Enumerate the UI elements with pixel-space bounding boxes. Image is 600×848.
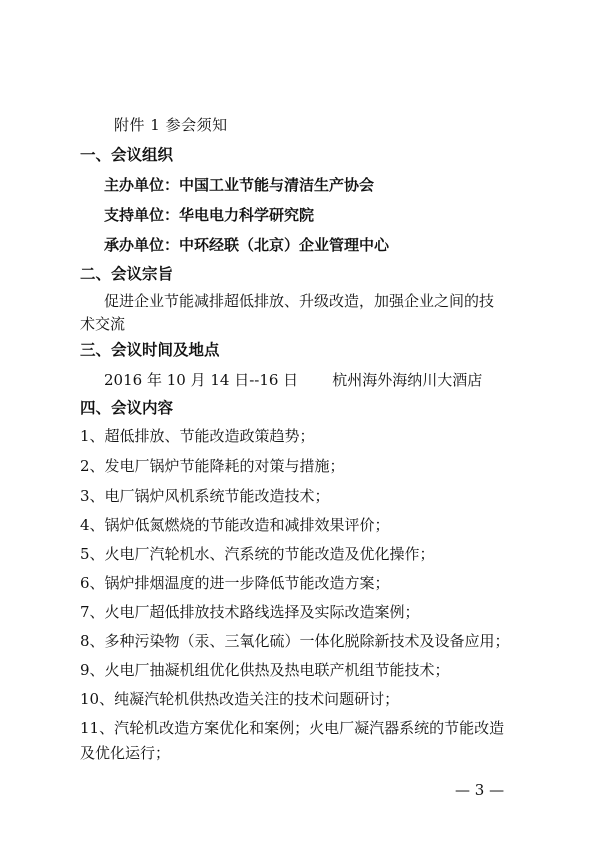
- content-item-3: 3、电厂锅炉风机系统节能改造技术；: [80, 487, 330, 505]
- content-item-10: 10、纯凝汽轮机供热改造关注的技术问题研讨；: [80, 690, 400, 708]
- section-heading-time-place: 三、会议时间及地点: [80, 341, 220, 359]
- organizer-line: 主办单位：中国工业节能与清洁生产协会: [104, 176, 375, 194]
- section-heading-content: 四、会议内容: [80, 399, 174, 417]
- content-item-1: 1、超低排放、节能改造政策趋势；: [80, 427, 315, 445]
- content-item-2: 2、发电厂锅炉节能降耗的对策与措施；: [80, 457, 345, 475]
- content-item-9: 9、火电厂抽凝机组优化供热及热电联产机组节能技术；: [80, 661, 450, 679]
- meeting-date: 2016 年 10 月 14 日--16 日: [104, 371, 299, 389]
- purpose-text-line-2: 术交流: [80, 315, 126, 333]
- content-item-8: 8、多种污染物（汞、三氧化硫）一体化脱除新技术及设备应用；: [80, 632, 510, 650]
- content-item-4: 4、锅炉低氮燃烧的节能改造和减排效果评价；: [80, 516, 390, 534]
- section-heading-purpose: 二、会议宗旨: [80, 265, 174, 283]
- section-heading-organization: 一、会议组织: [80, 146, 174, 164]
- meeting-venue: 杭州海外海纳川大酒店: [332, 371, 483, 389]
- page-number: — 3 —: [455, 781, 505, 799]
- purpose-text-line-1: 促进企业节能减排超低排放、升级改造，加强企业之间的技: [104, 292, 495, 310]
- content-item-11-continued: 及优化运行；: [80, 744, 171, 762]
- document-title: 附件 1 参会须知: [114, 116, 228, 134]
- content-item-11: 11、汽轮机改造方案优化和案例；火电厂凝汽器系统的节能改造: [80, 719, 505, 737]
- time-place-line: [104, 370, 482, 390]
- content-item-5: 5、火电厂汽轮机水、汽系统的节能改造及优化操作；: [80, 545, 435, 563]
- supporter-line: 支持单位：华电电力科学研究院: [104, 206, 315, 224]
- content-item-6: 6、锅炉排烟温度的进一步降低节能改造方案；: [80, 574, 390, 592]
- content-item-7: 7、火电厂超低排放技术路线选择及实际改造案例；: [80, 603, 420, 621]
- undertaker-line: 承办单位：中环经联（北京）企业管理中心: [104, 236, 390, 254]
